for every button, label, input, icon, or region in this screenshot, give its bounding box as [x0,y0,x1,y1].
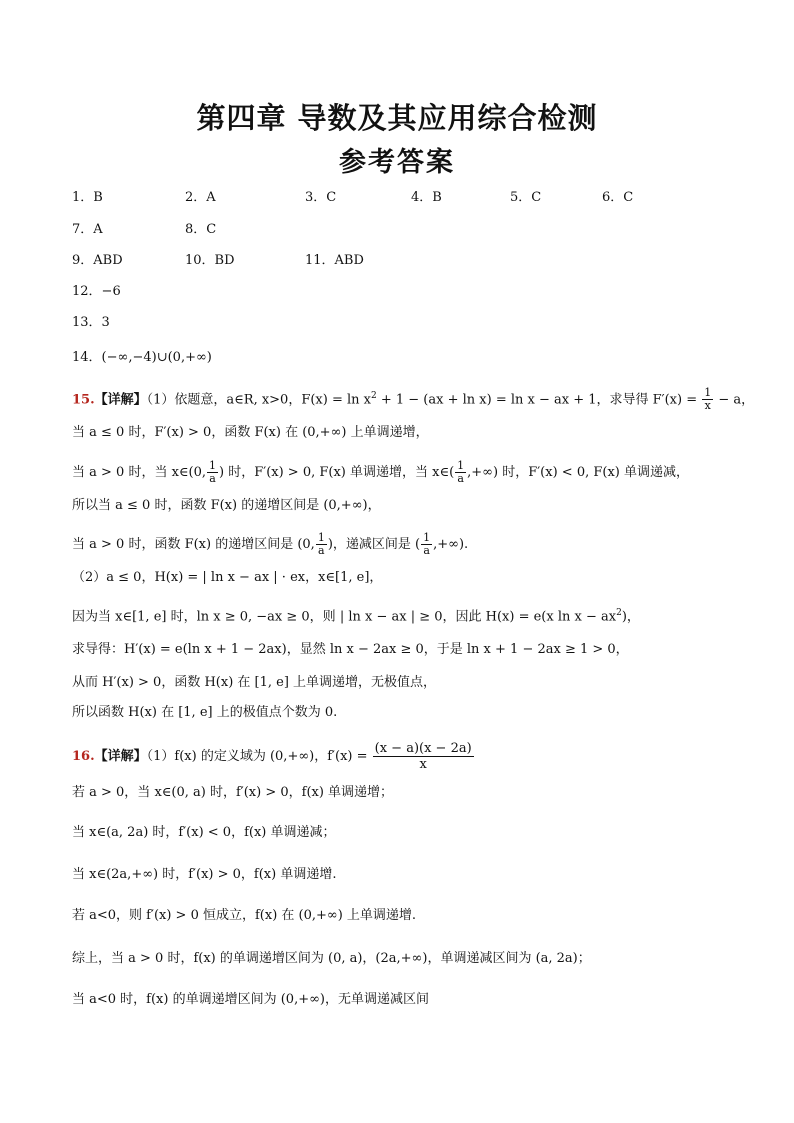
answer-item: 13．3 [72,315,110,330]
answer-item: 7．A [72,222,103,237]
answer-item: 10．BD [185,253,235,268]
fraction: $\frac{1}{a}$ [317,531,325,557]
fraction: $\frac{1}{a}$ [209,459,217,485]
answer-item: 14．(−∞,−4)∪(0,+∞) [72,350,212,365]
answer-item: 2．A [185,190,216,205]
fraction: $\frac{1}{a}$ [457,459,465,485]
q16-line: 综上，当 a > 0 时，f(x) 的单调递增区间为 (0, a)，(2a,+∞)，单调递减区间为 (a, 2a)； [72,951,591,966]
q16-line: 当 x∈(a, 2a) 时，f′(x) < 0，f(x) 单调递减； [72,825,336,840]
q15-number: 15. [72,392,95,408]
q15-line: 所以函数 H(x) 在 [1, e] 上的极值点个数为 0. [72,705,338,720]
answer-item: 5．C [510,190,542,205]
answer-item: 12．−6 [72,284,121,299]
answer-item: 4．B [411,190,442,205]
q16-line: 16.【详解】（1）f(x) 的定义域为 (0,+∞)，f′(x) = $\frac{(x - a)(x - 2a)}{x}$ [72,741,472,772]
answer-item: 3．C [305,190,337,205]
q15-line: 当 a ≤ 0 时，F′(x) > 0，函数 F(x) 在 (0,+∞) 上单调递增， [72,425,429,440]
q16-line: 当 x∈(2a,+∞) 时，f′(x) > 0，f(x) 单调递增. [72,867,337,882]
q16-line: 若 a > 0，当 x∈(0, a) 时，f′(x) > 0，f(x) 单调递增； [72,785,394,800]
answer-item: 11．ABD [305,253,364,268]
fraction: $\frac{1}{x}$ [704,386,712,413]
answer-item: 8．C [185,222,217,237]
page-title: 第四章 导数及其应用综合检测 [196,101,598,135]
fraction: $\frac{1}{a}$ [423,531,431,557]
q15-line: 求导得：H′(x) = e(ln x + 1 − 2ax)，显然 ln x − 2ax ≥ 0，于是 ln x + 1 − 2ax ≥ 1 > 0， [72,642,629,657]
page-subtitle: 参考答案 [339,147,455,178]
q15-line: 因为当 x∈[1, e] 时，ln x ≥ 0, −ax ≥ 0，则 | ln x − ax | ≥ 0，因此 H(x) = e(x $\ln x - ax^2$)， [72,608,640,625]
q15-line: （2）a ≤ 0，H(x) = | ln x − ax | · ex，x∈[1, e]， [72,570,383,585]
q15-line: 所以当 a ≤ 0 时，函数 F(x) 的递增区间是 (0,+∞)， [72,498,381,513]
q16-line: 若 a<0，则 f′(x) > 0 恒成立，f(x) 在 (0,+∞) 上单调递增. [72,908,417,923]
answer-item: 6．C [602,190,634,205]
q15-line: 当 a > 0 时，函数 F(x) 的递增区间是 (0, $\frac{1}{a}$ )，递减区间是 ( $\frac{1}{a}$ ,+∞). [72,531,469,557]
answer-item: 9．ABD [72,253,123,268]
answer-item: 1．B [72,190,103,205]
q15-line: 15.【详解】（1）依题意，a∈R, x>0，$F(x) = \ln x^2 + 1 - (ax + \ln x) = \ln x$ − ax + 1，求导得 F′(x) = $\frac{1}{x}$ − a， [72,386,755,413]
q15-line: 从而 H′(x) > 0，函数 H(x) 在 [1, e] 上单调递增，无极值点， [72,675,437,690]
q16-number: 16. [72,749,95,764]
q16-line: 当 a<0 时，f(x) 的单调递增区间为 (0,+∞)，无单调递减区间 [72,992,429,1007]
q15-line: 当 a > 0 时，当 x∈(0, $\frac{1}{a}$ ) 时，F′(x) > 0, F(x) 单调递增，当 x∈( $\frac{1}{a}$ ,+∞) 时，F′(x) < 0, F(x) 单调递减， [72,459,689,485]
fraction: $\frac{(x - a)(x - 2a)}{x}$ [374,741,472,772]
